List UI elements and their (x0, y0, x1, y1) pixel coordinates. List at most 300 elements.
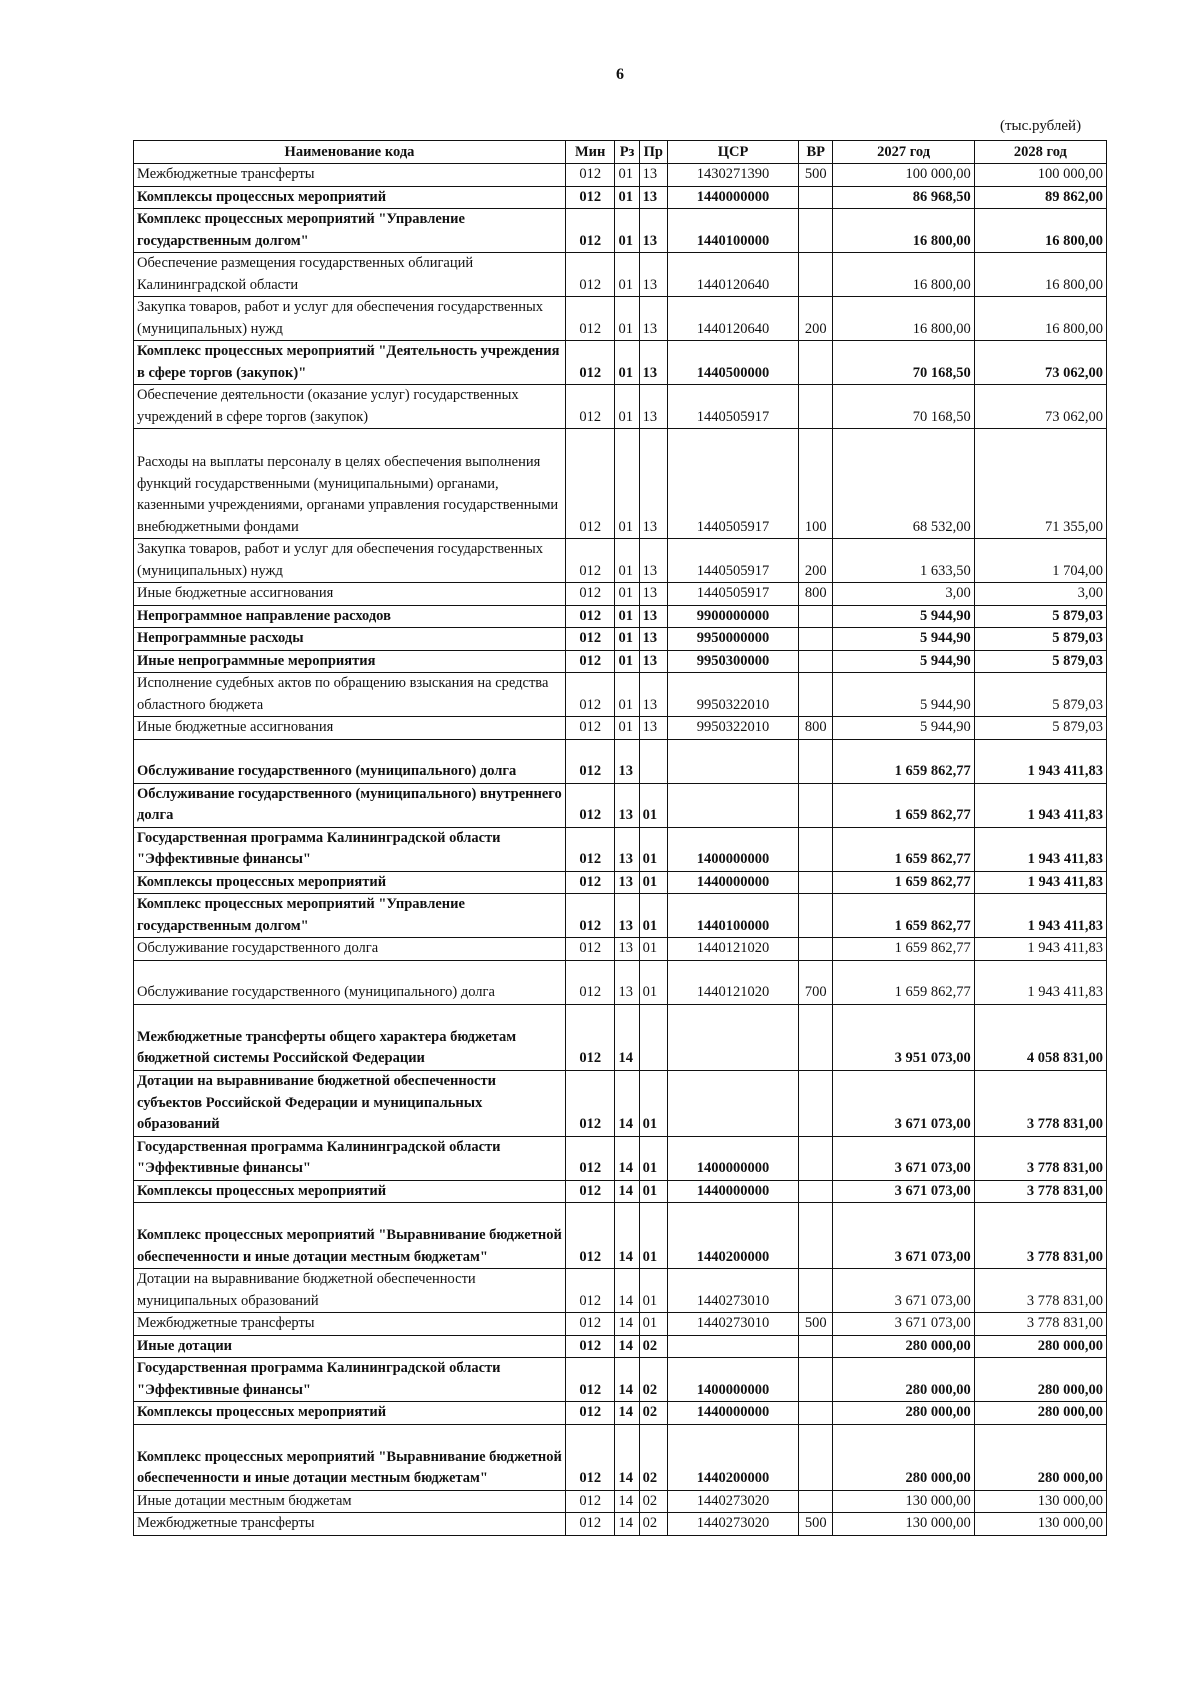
cell-min: 012 (565, 717, 614, 740)
cell-min: 012 (565, 341, 614, 385)
cell-vr (799, 385, 833, 429)
table-row (134, 1513, 1107, 1536)
cell-rz: 01 (615, 186, 639, 209)
cell-name: Обслуживание государственного (муниципального) долга (134, 739, 566, 783)
cell-name: Обеспечение деятельности (оказание услуг) государственных учреждений в сфере торгов (закупок) (134, 385, 566, 429)
cell-name: Иные бюджетные ассигнования (134, 717, 566, 740)
cell-2028: 5 879,03 (974, 628, 1106, 651)
cell-vr: 500 (799, 1313, 833, 1336)
cell-min: 012 (565, 1424, 614, 1490)
cell-name: Государственная программа Калининградской области "Эффективные финансы" (134, 1358, 566, 1402)
cell-vr (799, 1490, 833, 1513)
cell-2028: 5 879,03 (974, 605, 1106, 628)
cell-2027: 1 659 862,77 (833, 739, 974, 783)
cell-name: Исполнение судебных актов по обращению взыскания на средства областного бюджета (134, 673, 566, 717)
cell-2028: 16 800,00 (974, 209, 1106, 253)
cell-rz: 01 (615, 253, 639, 297)
cell-name: Иные дотации местным бюджетам (134, 1490, 566, 1513)
cell-rz: 14 (615, 1180, 639, 1203)
cell-2028: 71 355,00 (974, 429, 1106, 539)
cell-min: 012 (565, 209, 614, 253)
cell-name: Иные бюджетные ассигнования (134, 583, 566, 606)
cell-min: 012 (565, 1070, 614, 1136)
cell-rz: 13 (615, 938, 639, 961)
cell-vr (799, 894, 833, 938)
cell-csr: 9950322010 (667, 717, 798, 740)
cell-vr (799, 253, 833, 297)
table-row (134, 253, 1107, 297)
cell-2028: 5 879,03 (974, 650, 1106, 673)
cell-2027: 280 000,00 (833, 1424, 974, 1490)
cell-min: 012 (565, 960, 614, 1004)
cell-csr: 1440273010 (667, 1313, 798, 1336)
cell-rz: 14 (615, 1203, 639, 1269)
cell-min: 012 (565, 650, 614, 673)
table-row (134, 385, 1107, 429)
page-number: 6 (616, 66, 624, 83)
cell-vr (799, 341, 833, 385)
cell-name: Комплексы процессных мероприятий (134, 186, 566, 209)
cell-2028: 1 943 411,83 (974, 938, 1106, 961)
cell-min: 012 (565, 429, 614, 539)
table-row (134, 1358, 1107, 1402)
cell-vr: 800 (799, 583, 833, 606)
cell-name: Комплексы процессных мероприятий (134, 871, 566, 894)
cell-2028: 130 000,00 (974, 1490, 1106, 1513)
cell-vr (799, 1004, 833, 1070)
cell-vr (799, 1203, 833, 1269)
cell-2028: 16 800,00 (974, 297, 1106, 341)
table-row (134, 1424, 1107, 1490)
table-row (134, 938, 1107, 961)
cell-vr (799, 1070, 833, 1136)
cell-rz: 01 (615, 429, 639, 539)
cell-csr: 1440273020 (667, 1490, 798, 1513)
cell-pr: 13 (639, 717, 667, 740)
cell-csr (667, 783, 798, 827)
cell-2028: 3 778 831,00 (974, 1313, 1106, 1336)
cell-min: 012 (565, 1269, 614, 1313)
cell-name: Комплекс процессных мероприятий "Деятельность учреждения в сфере торгов (закупок)" (134, 341, 566, 385)
cell-csr: 1440505917 (667, 583, 798, 606)
cell-csr: 1440000000 (667, 186, 798, 209)
cell-csr (667, 739, 798, 783)
cell-rz: 14 (615, 1313, 639, 1336)
cell-name: Межбюджетные трансферты (134, 1513, 566, 1536)
table-row (134, 739, 1107, 783)
cell-name: Непрограммное направление расходов (134, 605, 566, 628)
cell-2027: 1 659 862,77 (833, 783, 974, 827)
cell-2028: 1 943 411,83 (974, 739, 1106, 783)
cell-pr: 01 (639, 1203, 667, 1269)
cell-2027: 5 944,90 (833, 628, 974, 651)
cell-rz: 14 (615, 1004, 639, 1070)
cell-vr (799, 827, 833, 871)
cell-pr: 13 (639, 539, 667, 583)
cell-2028: 3 778 831,00 (974, 1180, 1106, 1203)
cell-min: 012 (565, 1004, 614, 1070)
cell-min: 012 (565, 871, 614, 894)
cell-min: 012 (565, 1136, 614, 1180)
table-row (134, 871, 1107, 894)
cell-rz: 01 (615, 673, 639, 717)
cell-csr: 1440121020 (667, 938, 798, 961)
cell-name: Межбюджетные трансферты (134, 164, 566, 187)
cell-2028: 1 943 411,83 (974, 960, 1106, 1004)
cell-2027: 130 000,00 (833, 1513, 974, 1536)
cell-csr: 1400000000 (667, 1358, 798, 1402)
cell-2027: 3 671 073,00 (833, 1136, 974, 1180)
cell-2027: 5 944,90 (833, 717, 974, 740)
cell-min: 012 (565, 297, 614, 341)
cell-csr: 1430271390 (667, 164, 798, 187)
table-row (134, 605, 1107, 628)
cell-vr (799, 673, 833, 717)
cell-csr: 9950300000 (667, 650, 798, 673)
cell-min: 012 (565, 539, 614, 583)
cell-min: 012 (565, 1180, 614, 1203)
table-body (134, 164, 1107, 1536)
cell-csr: 1440100000 (667, 209, 798, 253)
cell-pr: 13 (639, 164, 667, 187)
cell-rz: 14 (615, 1402, 639, 1425)
cell-2027: 3 671 073,00 (833, 1269, 974, 1313)
table-row (134, 717, 1107, 740)
cell-rz: 01 (615, 650, 639, 673)
cell-2028: 3 778 831,00 (974, 1136, 1106, 1180)
cell-2027: 1 633,50 (833, 539, 974, 583)
cell-min: 012 (565, 1335, 614, 1358)
cell-csr (667, 1070, 798, 1136)
cell-vr (799, 1269, 833, 1313)
cell-pr: 01 (639, 1070, 667, 1136)
header-csr: ЦСР (667, 141, 798, 164)
cell-2027: 16 800,00 (833, 297, 974, 341)
cell-rz: 14 (615, 1136, 639, 1180)
cell-rz: 14 (615, 1335, 639, 1358)
cell-2028: 1 943 411,83 (974, 894, 1106, 938)
cell-2027: 280 000,00 (833, 1402, 974, 1425)
cell-min: 012 (565, 1313, 614, 1336)
cell-pr: 13 (639, 341, 667, 385)
cell-name: Комплекс процессных мероприятий "Выравнивание бюджетной обеспеченности и иные дотации местным бюджетам" (134, 1424, 566, 1490)
cell-name: Закупка товаров, работ и услуг для обеспечения государственных (муниципальных) нужд (134, 297, 566, 341)
cell-min: 012 (565, 186, 614, 209)
cell-vr (799, 1180, 833, 1203)
cell-rz: 13 (615, 960, 639, 1004)
cell-pr: 13 (639, 186, 667, 209)
cell-vr (799, 1358, 833, 1402)
cell-2027: 3 671 073,00 (833, 1180, 974, 1203)
cell-2027: 1 659 862,77 (833, 960, 974, 1004)
cell-2027: 1 659 862,77 (833, 827, 974, 871)
cell-name: Обслуживание государственного (муниципального) долга (134, 960, 566, 1004)
cell-vr (799, 1402, 833, 1425)
table-row (134, 1490, 1107, 1513)
header-vr: ВР (799, 141, 833, 164)
cell-2028: 5 879,03 (974, 673, 1106, 717)
cell-2028: 5 879,03 (974, 717, 1106, 740)
cell-pr: 02 (639, 1424, 667, 1490)
cell-2027: 86 968,50 (833, 186, 974, 209)
cell-2028: 16 800,00 (974, 253, 1106, 297)
cell-name: Государственная программа Калининградской области "Эффективные финансы" (134, 1136, 566, 1180)
cell-2027: 3 671 073,00 (833, 1203, 974, 1269)
cell-pr: 02 (639, 1358, 667, 1402)
cell-vr (799, 650, 833, 673)
cell-vr (799, 1424, 833, 1490)
cell-pr: 02 (639, 1513, 667, 1536)
cell-pr: 01 (639, 894, 667, 938)
cell-name: Закупка товаров, работ и услуг для обеспечения государственных (муниципальных) нужд (134, 539, 566, 583)
cell-csr (667, 1004, 798, 1070)
cell-rz: 13 (615, 871, 639, 894)
cell-rz: 01 (615, 164, 639, 187)
cell-rz: 14 (615, 1490, 639, 1513)
header-name: Наименование кода (134, 141, 566, 164)
cell-pr: 13 (639, 297, 667, 341)
table-row (134, 1203, 1107, 1269)
cell-pr: 13 (639, 583, 667, 606)
cell-rz: 01 (615, 717, 639, 740)
budget-table (133, 140, 1107, 1536)
cell-2027: 70 168,50 (833, 385, 974, 429)
cell-pr: 13 (639, 429, 667, 539)
cell-name: Комплексы процессных мероприятий (134, 1180, 566, 1203)
cell-2028: 73 062,00 (974, 341, 1106, 385)
table-header-row (134, 141, 1107, 164)
cell-vr (799, 1136, 833, 1180)
cell-min: 012 (565, 605, 614, 628)
cell-csr: 9950000000 (667, 628, 798, 651)
cell-name: Комплекс процессных мероприятий "Выравнивание бюджетной обеспеченности и иные дотации местным бюджетам" (134, 1203, 566, 1269)
cell-2027: 16 800,00 (833, 209, 974, 253)
cell-vr: 200 (799, 297, 833, 341)
cell-min: 012 (565, 673, 614, 717)
cell-min: 012 (565, 385, 614, 429)
cell-vr (799, 1335, 833, 1358)
cell-pr: 01 (639, 1313, 667, 1336)
cell-pr: 01 (639, 871, 667, 894)
table-row (134, 673, 1107, 717)
table-row (134, 960, 1107, 1004)
cell-min: 012 (565, 783, 614, 827)
cell-2028: 1 943 411,83 (974, 827, 1106, 871)
cell-vr: 100 (799, 429, 833, 539)
cell-rz: 14 (615, 1269, 639, 1313)
cell-rz: 01 (615, 341, 639, 385)
cell-csr: 1440273020 (667, 1513, 798, 1536)
cell-2027: 1 659 862,77 (833, 894, 974, 938)
header-pr: Пр (639, 141, 667, 164)
cell-pr: 01 (639, 938, 667, 961)
header-min: Мин (565, 141, 614, 164)
table-row (134, 783, 1107, 827)
table-row (134, 164, 1107, 187)
cell-2028: 1 943 411,83 (974, 871, 1106, 894)
cell-rz: 01 (615, 385, 639, 429)
table-row (134, 539, 1107, 583)
cell-name: Иные дотации (134, 1335, 566, 1358)
cell-csr: 1440000000 (667, 1180, 798, 1203)
cell-name: Обслуживание государственного долга (134, 938, 566, 961)
cell-vr (799, 628, 833, 651)
cell-csr: 1440505917 (667, 429, 798, 539)
cell-rz: 01 (615, 605, 639, 628)
cell-2027: 100 000,00 (833, 164, 974, 187)
cell-csr: 1440000000 (667, 871, 798, 894)
cell-2027: 68 532,00 (833, 429, 974, 539)
table-row (134, 827, 1107, 871)
cell-rz: 14 (615, 1070, 639, 1136)
cell-pr: 13 (639, 605, 667, 628)
cell-rz: 01 (615, 539, 639, 583)
cell-min: 012 (565, 628, 614, 651)
cell-rz: 13 (615, 894, 639, 938)
table-row (134, 1180, 1107, 1203)
cell-pr: 13 (639, 209, 667, 253)
cell-min: 012 (565, 1203, 614, 1269)
cell-vr: 500 (799, 164, 833, 187)
cell-vr (799, 186, 833, 209)
cell-2028: 3 778 831,00 (974, 1269, 1106, 1313)
table-row (134, 628, 1107, 651)
cell-csr: 1400000000 (667, 1136, 798, 1180)
cell-vr (799, 209, 833, 253)
cell-2027: 5 944,90 (833, 605, 974, 628)
cell-min: 012 (565, 1358, 614, 1402)
cell-min: 012 (565, 739, 614, 783)
cell-name: Непрограммные расходы (134, 628, 566, 651)
cell-csr: 1440200000 (667, 1424, 798, 1490)
cell-vr: 700 (799, 960, 833, 1004)
cell-min: 012 (565, 1513, 614, 1536)
cell-name: Государственная программа Калининградской области "Эффективные финансы" (134, 827, 566, 871)
cell-pr: 13 (639, 650, 667, 673)
cell-min: 012 (565, 1402, 614, 1425)
cell-name: Межбюджетные трансферты (134, 1313, 566, 1336)
table-row (134, 1313, 1107, 1336)
cell-vr: 500 (799, 1513, 833, 1536)
cell-2027: 16 800,00 (833, 253, 974, 297)
cell-2027: 5 944,90 (833, 673, 974, 717)
cell-2028: 1 704,00 (974, 539, 1106, 583)
table-row (134, 209, 1107, 253)
cell-2027: 3 671 073,00 (833, 1070, 974, 1136)
cell-min: 012 (565, 827, 614, 871)
cell-2027: 130 000,00 (833, 1490, 974, 1513)
table-row (134, 429, 1107, 539)
table-row (134, 1070, 1107, 1136)
cell-name: Обеспечение размещения государственных облигаций Калининградской области (134, 253, 566, 297)
cell-pr (639, 1004, 667, 1070)
cell-pr: 02 (639, 1335, 667, 1358)
cell-csr: 1440505917 (667, 385, 798, 429)
cell-min: 012 (565, 938, 614, 961)
table-row (134, 1402, 1107, 1425)
cell-pr: 01 (639, 960, 667, 1004)
table-row (134, 1136, 1107, 1180)
cell-2027: 280 000,00 (833, 1335, 974, 1358)
cell-pr: 02 (639, 1490, 667, 1513)
cell-name: Комплекс процессных мероприятий "Управление государственным долгом" (134, 894, 566, 938)
cell-min: 012 (565, 1490, 614, 1513)
cell-csr: 1440200000 (667, 1203, 798, 1269)
cell-rz: 14 (615, 1358, 639, 1402)
cell-2027: 70 168,50 (833, 341, 974, 385)
table-row (134, 297, 1107, 341)
cell-csr: 1440100000 (667, 894, 798, 938)
cell-pr: 13 (639, 385, 667, 429)
table-row (134, 583, 1107, 606)
cell-rz: 01 (615, 628, 639, 651)
cell-2028: 280 000,00 (974, 1335, 1106, 1358)
cell-rz: 01 (615, 209, 639, 253)
cell-name: Иные непрограммные мероприятия (134, 650, 566, 673)
cell-2027: 1 659 862,77 (833, 938, 974, 961)
cell-csr: 1440500000 (667, 341, 798, 385)
cell-vr (799, 739, 833, 783)
header-2027: 2027 год (833, 141, 974, 164)
cell-vr (799, 605, 833, 628)
cell-2028: 280 000,00 (974, 1424, 1106, 1490)
header-2028: 2028 год (974, 141, 1106, 164)
table-row (134, 1004, 1107, 1070)
table-row (134, 186, 1107, 209)
cell-pr: 01 (639, 1180, 667, 1203)
cell-2028: 280 000,00 (974, 1358, 1106, 1402)
cell-2028: 3 778 831,00 (974, 1070, 1106, 1136)
cell-pr: 13 (639, 628, 667, 651)
cell-2028: 89 862,00 (974, 186, 1106, 209)
cell-pr: 01 (639, 827, 667, 871)
cell-vr: 200 (799, 539, 833, 583)
cell-2027: 3 671 073,00 (833, 1313, 974, 1336)
cell-2027: 5 944,90 (833, 650, 974, 673)
cell-2028: 100 000,00 (974, 164, 1106, 187)
cell-name: Дотации на выравнивание бюджетной обеспеченности муниципальных образований (134, 1269, 566, 1313)
cell-min: 012 (565, 583, 614, 606)
cell-vr (799, 938, 833, 961)
cell-2027: 3 951 073,00 (833, 1004, 974, 1070)
cell-2027: 3,00 (833, 583, 974, 606)
cell-pr (639, 739, 667, 783)
cell-2028: 3,00 (974, 583, 1106, 606)
cell-csr: 1440121020 (667, 960, 798, 1004)
cell-min: 012 (565, 164, 614, 187)
cell-pr: 13 (639, 253, 667, 297)
cell-csr: 1440505917 (667, 539, 798, 583)
cell-2028: 130 000,00 (974, 1513, 1106, 1536)
cell-rz: 14 (615, 1424, 639, 1490)
units-label: (тыс.рублей) (1000, 118, 1082, 134)
cell-rz: 13 (615, 827, 639, 871)
table-row (134, 341, 1107, 385)
cell-csr: 1440120640 (667, 253, 798, 297)
cell-2028: 3 778 831,00 (974, 1203, 1106, 1269)
cell-csr: 1440273010 (667, 1269, 798, 1313)
cell-csr: 1440000000 (667, 1402, 798, 1425)
cell-pr: 01 (639, 1269, 667, 1313)
cell-rz: 01 (615, 297, 639, 341)
cell-rz: 14 (615, 1513, 639, 1536)
table-row (134, 1335, 1107, 1358)
cell-csr: 9900000000 (667, 605, 798, 628)
cell-rz: 01 (615, 583, 639, 606)
cell-name: Межбюджетные трансферты общего характера бюджетам бюджетной системы Российской Федерации (134, 1004, 566, 1070)
cell-min: 012 (565, 253, 614, 297)
cell-min: 012 (565, 894, 614, 938)
